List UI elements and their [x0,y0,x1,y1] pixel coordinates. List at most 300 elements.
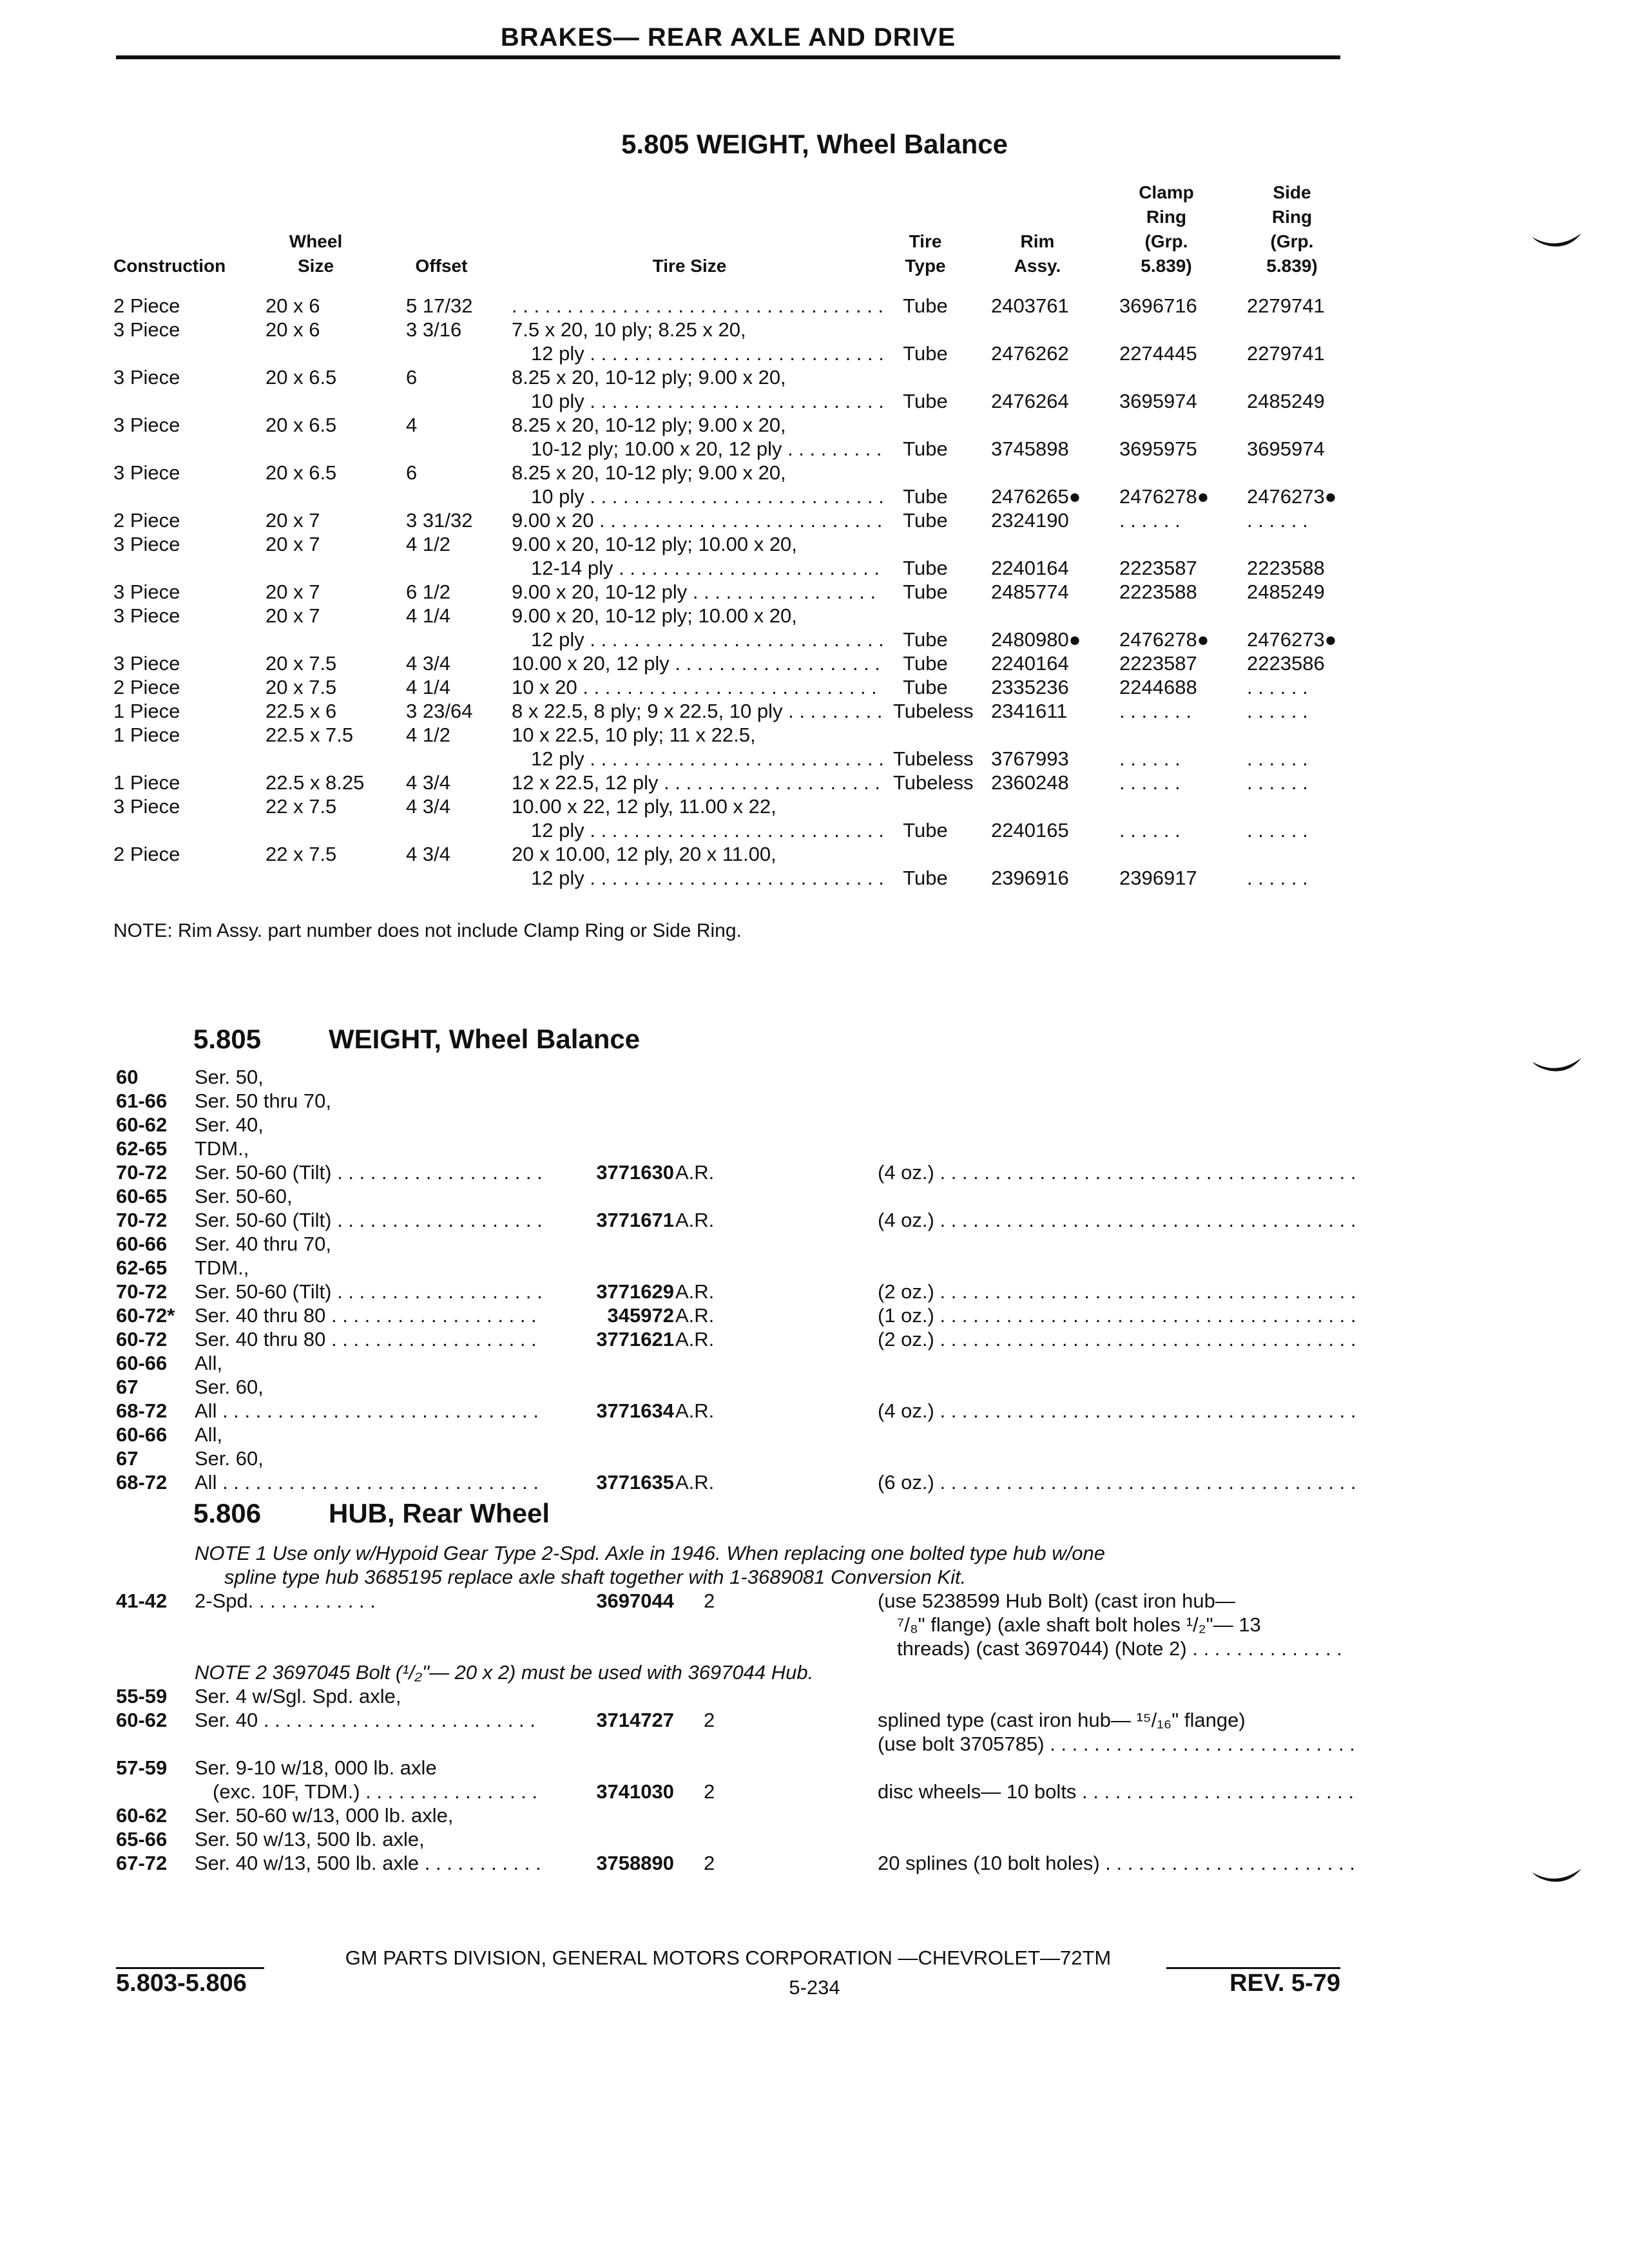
cell-rim-assy: 2335236 [991,676,1069,698]
item-year: 67 [116,1376,139,1398]
cell-tire-type: Tube [903,867,948,889]
list-item [0,1375,1629,1399]
cell-tire-size: 20 x 10.00, 12 ply, 20 x 11.00, [512,843,776,865]
cell-rim-assy: 3745898 [991,437,1069,460]
hub-qty: 2 [704,1780,715,1803]
cell-offset: 6 1/2 [406,581,450,603]
cell-tire-size: 8 x 22.5, 8 ply; 9 x 22.5, 10 ply . . . [512,699,883,723]
hub-desc: Ser. 40 . . . [195,1708,543,1732]
cell-tire-size: 12 ply . . . [531,866,883,890]
item-year: 60 [116,1066,139,1088]
col-rim-assy: Rim Assy. [1014,231,1061,276]
item-part-number: 3771630 [596,1161,674,1184]
item-year: 68-72 [116,1399,168,1422]
hub-qty: 2 [704,1709,715,1731]
col-clamp-ring: Clamp Ring (Grp. 5.839) [1139,182,1194,276]
cell-clamp-ring: . . . . . . [1119,819,1181,841]
item-part-number: 3771621 [596,1328,674,1350]
cell-offset: 4 3/4 [406,843,450,865]
cell-tire-type: Tube [903,509,948,532]
item-year: 60-72 [116,1328,168,1350]
cell-offset: 4 [406,414,418,436]
hub-year: 67-72 [116,1852,168,1874]
col-tire-type: Tire Type [905,231,946,276]
cell-offset: 6 [406,461,418,484]
cell-wheel-size: 20 x 6.5 [265,414,337,436]
cell-tire-size: 10 x 20 . . . [512,675,883,699]
list-item [0,1280,1629,1303]
cell-offset: 3 3/16 [406,318,462,341]
cell-offset: 3 31/32 [406,509,473,532]
cell-tire-type: Tubeless [893,771,974,794]
cell-tire-type: Tube [903,652,948,675]
hub-part-number: 3758890 [596,1852,674,1874]
cell-side-ring: . . . . . . [1247,819,1308,841]
cell-construction: 1 Piece [113,771,180,794]
item-desc: All . . . [195,1470,543,1494]
cell-construction: 3 Piece [113,366,180,389]
hub-year: 60-62 [116,1709,168,1731]
footer-revision: REV. 5-79 [1229,1970,1340,1997]
item-desc: Ser. 50 thru 70, [195,1090,331,1112]
page-header [116,23,1340,59]
list-item [0,1327,1629,1351]
hub-desc: Ser. 40 w/13, 500 lb. axle . . . [195,1851,543,1875]
table-row [0,580,1629,604]
cell-clamp-ring: 2476278● [1119,628,1210,651]
cell-offset: 4 1/4 [406,604,450,627]
cell-offset: 4 1/2 [406,533,450,555]
cell-offset: 5 17/32 [406,294,473,317]
cell-tire-type: Tube [903,294,948,317]
item-quantity: A.R. [675,1471,715,1494]
hub-item-41-42 [0,1589,1629,1660]
list-item [0,1208,1629,1232]
item-part-number: 3771671 [596,1209,674,1231]
cell-side-ring: . . . . . . [1247,676,1308,698]
cell-construction: 2 Piece [113,843,180,865]
binder-hole-mark [1531,1057,1583,1076]
cell-clamp-ring: 2223587 [1119,652,1197,675]
hub-desc: Ser. 9-10 w/18, 000 lb. axle [195,1756,437,1779]
cell-clamp-ring: . . . . . . [1119,771,1181,794]
table-row [0,818,1629,842]
hub-item-60-72 [0,1803,1629,1875]
item-remark: (2 oz.) . . . [878,1327,1354,1351]
cell-tire-size: 12 ply . . . [531,628,883,651]
hub-item-55-62 [0,1684,1629,1756]
cell-rim-assy: 2324190 [991,509,1069,532]
cell-clamp-ring: 2274445 [1119,342,1197,365]
hub-remark-line2: ⁷/₈" flange) (axle shaft bolt holes ¹/₂"— 13 [897,1613,1261,1636]
cell-construction: 3 Piece [113,581,180,603]
hub-desc: 2-Spd. . . . [195,1589,375,1613]
table-row [0,461,1629,485]
cell-wheel-size: 22.5 x 7.5 [265,724,354,746]
table-header [0,175,1629,278]
cell-tire-size: 8.25 x 20, 10-12 ply; 9.00 x 20, [512,366,786,389]
cell-side-ring: 2279741 [1247,342,1325,365]
cell-side-ring: 2485249 [1247,581,1325,603]
table-row [0,485,1629,508]
item-desc: Ser. 40 thru 80 . . . [195,1327,543,1351]
item-desc: Ser. 50-60, [195,1185,293,1207]
cell-tire-type: Tubeless [893,747,974,770]
weight-parts-list [0,1065,1629,1494]
table-row [0,747,1629,771]
cell-tire-size: 10.00 x 22, 12 ply, 11.00 x 22, [512,795,776,818]
item-year: 60-66 [116,1233,168,1255]
section3-note1-line1: NOTE 1 Use only w/Hypoid Gear Type 2-Spd. Axle in 1946. When replacing one bolted type hub w/one [195,1542,1105,1564]
cell-clamp-ring: 3695975 [1119,437,1197,460]
cell-offset: 4 3/4 [406,795,450,818]
cell-offset: 6 [406,366,418,389]
cell-tire-type: Tube [903,581,948,603]
cell-tire-type: Tube [903,485,948,508]
hub-desc: Ser. 50 w/13, 500 lb. axle, [195,1828,425,1850]
cell-tire-size: 8.25 x 20, 10-12 ply; 9.00 x 20, [512,414,786,436]
cell-rim-assy: 2341611 [991,700,1068,722]
cell-tire-size: 10.00 x 20, 12 ply . . . [512,651,883,675]
wheel-table-body [0,294,1629,890]
item-desc: Ser. 50-60 (Tilt) . . . [195,1208,543,1232]
cell-rim-assy: 2360248 [991,771,1069,794]
cell-construction: 3 Piece [113,318,180,341]
item-desc: Ser. 50, [195,1066,264,1088]
item-year: 70-72 [116,1161,168,1184]
cell-wheel-size: 20 x 7 [265,604,320,627]
cell-clamp-ring: 2476278● [1119,485,1210,508]
item-quantity: A.R. [675,1209,715,1231]
section3-title: HUB, Rear Wheel [329,1498,550,1528]
list-item [0,1232,1629,1256]
list-item [0,1256,1629,1280]
cell-offset: 4 3/4 [406,652,450,675]
cell-offset: 4 3/4 [406,771,450,794]
list-item [0,1399,1629,1423]
page-header-title: BRAKES— REAR AXLE AND DRIVE [500,23,956,52]
table-row [0,842,1629,866]
cell-tire-size: 12 ply . . . [531,818,883,842]
table-row [0,794,1629,818]
cell-construction: 3 Piece [113,414,180,436]
cell-tire-type: Tube [903,628,948,651]
cell-tire-size: 10-12 ply; 10.00 x 20, 12 ply . . . [531,437,883,461]
item-part-number: 345972 [607,1304,674,1327]
cell-tire-size: 12 x 22.5, 12 ply . . . [512,771,883,794]
cell-wheel-size: 22 x 7.5 [265,795,337,818]
cell-offset: 3 23/64 [406,700,473,722]
cell-construction: 3 Piece [113,652,180,675]
section1-title: 5.805 WEIGHT, Wheel Balance [621,129,1008,159]
list-item [0,1184,1629,1208]
item-quantity: A.R. [675,1328,715,1350]
cell-wheel-size: 20 x 6.5 [265,461,337,484]
cell-wheel-size: 22.5 x 6 [265,700,337,722]
cell-side-ring: 2223586 [1247,652,1325,675]
cell-tire-size: 12 ply . . . [531,341,883,365]
list-item [0,1446,1629,1470]
item-year: 61-66 [116,1090,168,1112]
cell-rim-assy: 2240164 [991,652,1069,675]
cell-side-ring: 2279741 [1247,294,1325,317]
hub-remark-line2: (use bolt 3705785) . . . [878,1732,1354,1756]
hub-qty: 2 [704,1590,715,1612]
hub-year: 41-42 [116,1590,168,1612]
list-item [0,1065,1629,1089]
item-part-number: 3771634 [596,1399,674,1422]
cell-side-ring: 2223588 [1247,557,1325,579]
cell-tire-size: 9.00 x 20, 10-12 ply; 10.00 x 20, [512,533,797,555]
item-remark: (1 oz.) . . . [878,1303,1354,1327]
cell-rim-assy: 2476264 [991,390,1069,412]
hub-year: 65-66 [116,1828,168,1850]
cell-side-ring: . . . . . . [1247,509,1308,532]
col-offset: Offset [415,256,468,276]
item-quantity: A.R. [675,1304,715,1327]
section2-number: 5.805 [193,1024,262,1054]
list-item [0,1137,1629,1160]
cell-tire-type: Tube [903,342,948,365]
item-desc: TDM., [195,1137,249,1160]
table-row [0,413,1629,437]
item-year: 70-72 [116,1209,168,1231]
hub-part-number: 3714727 [596,1709,674,1731]
cell-rim-assy: 2480980● [991,628,1081,651]
item-desc: Ser. 50-60 (Tilt) . . . [195,1160,543,1184]
cell-side-ring: . . . . . . [1247,771,1308,794]
cell-clamp-ring: . . . . . . [1119,747,1181,770]
table-row [0,628,1629,651]
item-desc: All . . . [195,1399,543,1423]
cell-tire-type: Tube [903,819,948,841]
cell-construction: 3 Piece [113,604,180,627]
cell-construction: 2 Piece [113,509,180,532]
table-row [0,675,1629,699]
item-desc: Ser. 60, [195,1447,264,1470]
item-desc: TDM., [195,1256,249,1279]
hub-year: 57-59 [116,1756,168,1779]
cell-tire-type: Tube [903,557,948,579]
cell-tire-size: 10 x 22.5, 10 ply; 11 x 22.5, [512,724,756,746]
cell-tire-size: 12 ply . . . [531,747,883,771]
item-year: 70-72 [116,1280,168,1303]
hub-remark-line3: threads) (cast 3697044) (Note 2) . . . [897,1637,1342,1660]
item-remark: (4 oz.) . . . [878,1399,1354,1423]
item-year: 62-65 [116,1137,168,1160]
cell-tire-size: 12-14 ply . . . [531,556,883,580]
col-construction: Construction [113,256,226,276]
cell-rim-assy: 2240165 [991,819,1069,841]
table-row [0,699,1629,723]
item-quantity: A.R. [675,1280,715,1303]
table-row [0,341,1629,365]
footer-page-number: 5-234 [789,1976,840,1999]
item-year: 60-66 [116,1352,168,1374]
cell-clamp-ring: 2396917 [1119,867,1197,889]
cell-clamp-ring: . . . . . . . [1119,700,1191,722]
cell-tire-size: 9.00 x 20, 10-12 ply; 10.00 x 20, [512,604,797,627]
item-desc: Ser. 40 thru 70, [195,1233,331,1255]
list-item [0,1160,1629,1184]
item-year: 60-62 [116,1113,168,1136]
cell-tire-size: 9.00 x 20, 10-12 ply . . . [512,580,883,604]
item-desc: All, [195,1352,223,1374]
cell-side-ring: 3695974 [1247,437,1325,460]
hub-part-number: 3741030 [596,1780,674,1803]
cell-rim-assy: 2403761 [991,294,1069,317]
col-wheel-size: Wheel Size [289,231,343,276]
cell-tire-type: Tube [903,390,948,412]
section2-title: WEIGHT, Wheel Balance [329,1024,641,1054]
list-item [0,1303,1629,1327]
hub-remark: 20 splines (10 bolt holes) . . . [878,1851,1354,1875]
item-quantity: A.R. [675,1399,715,1422]
cell-side-ring: . . . . . . [1247,867,1308,889]
list-item [0,1089,1629,1113]
cell-tire-type: Tubeless [893,700,974,722]
cell-rim-assy: 2476265● [991,485,1081,508]
table-row [0,508,1629,532]
item-desc: Ser. 60, [195,1376,264,1398]
cell-construction: 2 Piece [113,676,180,698]
cell-wheel-size: 20 x 6 [265,294,320,317]
col-side-ring: Side Ring (Grp. 5.839) [1266,182,1318,276]
cell-tire-size: 10 ply . . . [531,389,883,413]
cell-side-ring: . . . . . . [1247,700,1308,722]
hub-year: 55-59 [116,1685,168,1707]
table-row [0,771,1629,794]
cell-clamp-ring: . . . . . . [1119,509,1181,532]
item-remark: (6 oz.) . . . [878,1470,1354,1494]
hub-part-number: 3697044 [596,1590,674,1612]
cell-side-ring: 2476273● [1247,485,1337,508]
cell-tire-type: Tube [903,676,948,698]
item-part-number: 3771629 [596,1280,674,1303]
table-row [0,866,1629,890]
cell-clamp-ring: 2223587 [1119,557,1197,579]
cell-construction: 3 Piece [113,533,180,555]
cell-clamp-ring: 3695974 [1119,390,1197,412]
cell-rim-assy: 3767993 [991,747,1069,770]
cell-construction: 1 Piece [113,724,180,746]
cell-construction: 2 Piece [113,294,180,317]
cell-side-ring: 2485249 [1247,390,1325,412]
table-row [0,532,1629,556]
col-tire-size: Tire Size [652,256,727,276]
cell-wheel-size: 22 x 7.5 [265,843,337,865]
cell-tire-type: Tube [903,437,948,460]
cell-offset: 4 1/2 [406,724,450,746]
hub-remark: disc wheels— 10 bolts . . . [878,1780,1354,1803]
item-desc: Ser. 50-60 (Tilt) . . . [195,1280,543,1303]
list-item [0,1470,1629,1494]
cell-offset: 4 1/4 [406,676,450,698]
footer-section-range: 5.803-5.806 [116,1970,247,1997]
footer-division-line [116,1946,1340,1972]
hub-item-57-59 [0,1756,1629,1803]
cell-tire-size: 9.00 x 20 . . . [512,508,883,532]
cell-tire-size [512,294,883,318]
item-year: 60-65 [116,1185,168,1207]
binder-hole-mark [1531,1867,1583,1887]
cell-wheel-size: 20 x 7 [265,533,320,555]
cell-wheel-size: 20 x 7.5 [265,676,337,698]
hub-remark-line1: splined type (cast iron hub— ¹⁵/₁₆" flange) [878,1709,1246,1731]
cell-wheel-size: 22.5 x 8.25 [265,771,365,794]
list-item [0,1113,1629,1137]
hub-desc: Ser. 50-60 w/13, 000 lb. axle, [195,1804,454,1827]
table-row [0,723,1629,747]
item-desc: Ser. 40 thru 80 . . . [195,1303,543,1327]
table-row [0,651,1629,675]
item-desc: All, [195,1423,223,1446]
section3-note2: NOTE 2 3697045 Bolt (¹/₂"— 20 x 2) must be used with 3697044 Hub. [195,1661,814,1684]
cell-rim-assy: 2476262 [991,342,1069,365]
item-part-number: 3771635 [596,1471,674,1494]
cell-rim-assy: 2485774 [991,581,1069,603]
item-year: 67 [116,1447,139,1470]
hub-desc: (exc. 10F, TDM.) . . . [213,1780,543,1803]
cell-wheel-size: 20 x 7 [265,509,320,532]
footer-rule-right [1166,1967,1340,1969]
item-remark: (2 oz.) . . . [878,1280,1354,1303]
cell-construction: 1 Piece [113,700,180,722]
list-item [0,1351,1629,1375]
table-row [0,556,1629,580]
cell-clamp-ring: 3696716 [1119,294,1197,317]
list-item [0,1423,1629,1446]
section3-note1-line2: spline type hub 3685195 replace axle shaft together with 1-3689081 Conversion Kit. [224,1566,967,1588]
binder-hole-mark [1531,232,1583,251]
table-row [0,437,1629,461]
rim-note: NOTE: Rim Assy. part number does not include Clamp Ring or Side Ring. [113,920,742,941]
footer-division: GM PARTS DIVISION, GENERAL MOTORS CORPORATION —CHEVROLET—72TM [345,1946,1112,1969]
cell-wheel-size: 20 x 6.5 [265,366,337,389]
table-row [0,389,1629,413]
cell-side-ring: 2476273● [1247,628,1337,651]
table-row [0,365,1629,389]
cell-rim-assy: 2240164 [991,557,1069,579]
hub-qty: 2 [704,1852,715,1874]
section3-number: 5.806 [193,1498,262,1528]
item-year: 68-72 [116,1471,168,1494]
item-year: 60-72* [116,1304,175,1327]
table-row [0,604,1629,628]
item-year: 60-66 [116,1423,168,1446]
item-remark: (4 oz.) . . . [878,1208,1354,1232]
cell-construction: 3 Piece [113,795,180,818]
item-desc: Ser. 40, [195,1113,264,1136]
cell-clamp-ring: 2223588 [1119,581,1197,603]
item-year: 62-65 [116,1256,168,1279]
cell-rim-assy: 2396916 [991,867,1069,889]
cell-tire-size: 7.5 x 20, 10 ply; 8.25 x 20, [512,318,746,341]
hub-desc: Ser. 4 w/Sgl. Spd. axle, [195,1685,401,1707]
hub-remark-line1: (use 5238599 Hub Bolt) (cast iron hub— [878,1590,1235,1612]
section2-heading [193,1024,641,1054]
cell-clamp-ring: 2244688 [1119,676,1197,698]
cell-tire-size: 10 ply . . . [531,485,883,508]
hub-year: 60-62 [116,1804,168,1827]
cell-construction: 3 Piece [113,461,180,484]
item-quantity: A.R. [675,1161,715,1184]
table-row [0,294,1629,318]
cell-wheel-size: 20 x 7 [265,581,320,603]
item-remark: (4 oz.) . . . [878,1160,1354,1184]
cell-tire-size: 8.25 x 20, 10-12 ply; 9.00 x 20, [512,461,786,484]
cell-side-ring: . . . . . . [1247,747,1308,770]
